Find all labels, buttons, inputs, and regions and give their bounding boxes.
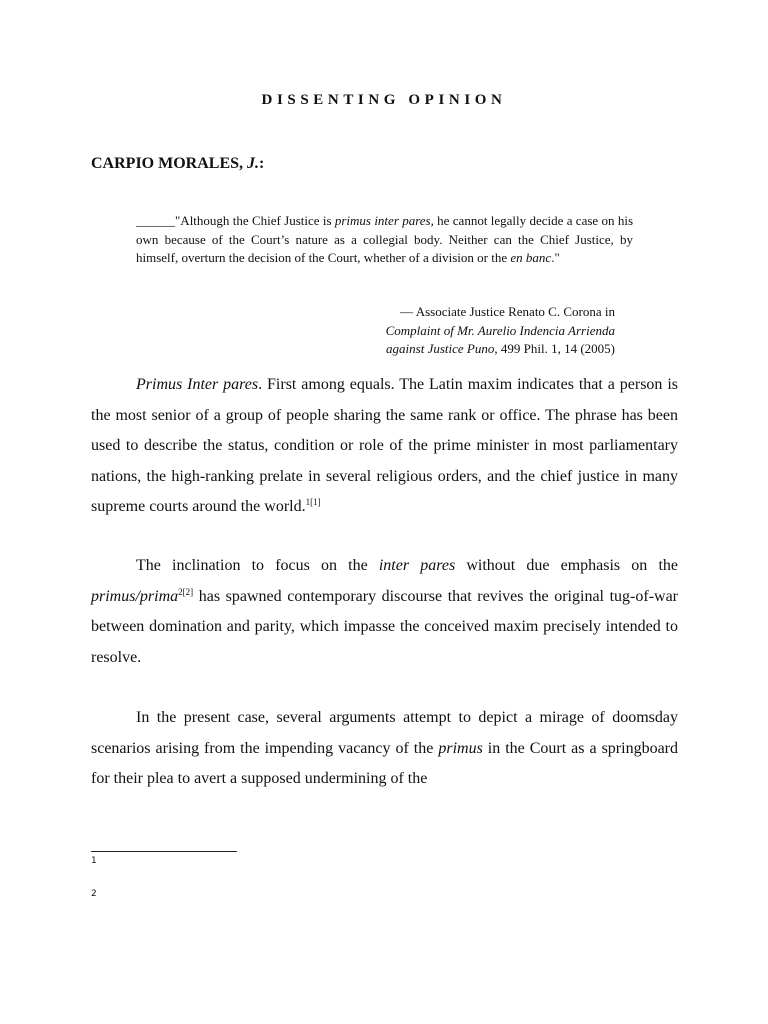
footnote-1: 1: [91, 856, 97, 866]
epigraph-italic-2: en banc: [510, 250, 552, 265]
p1-italic: Primus Inter pares: [136, 376, 259, 393]
footnote-separator: [91, 851, 237, 852]
p3-text-2: in the Court as a springboard for their plea to avert a supposed undermining of the: [91, 739, 679, 787]
epigraph-attribution: [300, 303, 615, 359]
document-heading: DISSENTING OPINION: [261, 92, 507, 108]
author-name: CARPIO MORALES,: [91, 155, 248, 172]
footnote-2: 2: [91, 889, 97, 899]
epigraph-italic-1: primus inter pares,: [334, 213, 434, 228]
author-colon: :: [259, 155, 265, 172]
p3-text-1: In the present case, several arguments attempt to depict a mirage of doomsday scenarios arising from the impending vacancy of the: [91, 709, 678, 757]
author-title: J.: [247, 155, 260, 172]
epigraph-text-1: "Although the Chief Justice is: [175, 213, 335, 228]
p2-italic-1: inter pares: [378, 557, 456, 574]
epigraph-text-3: .": [551, 250, 560, 265]
paragraph-1: [91, 370, 678, 523]
attribution-case-1: Complaint of Mr. Aurelio Indencia Arrienda: [385, 322, 615, 338]
footnote-ref-1[interactable]: 1[1]: [305, 497, 321, 507]
paragraph-3: [91, 703, 678, 795]
footnote-ref-2[interactable]: 2[2]: [178, 586, 194, 597]
attribution-case-2: against Justice Puno: [386, 341, 495, 356]
p2-italic-2: primus/prima: [91, 587, 179, 605]
paragraph-2: [91, 551, 678, 673]
epigraph-text-2: he cannot legally decide a case on his own because of the Court’s nature as a collegial body. Neither can the Chief Justice, by himself, overturn the decision of the Court, whether of a division or the: [136, 213, 633, 265]
p3-italic-1: primus: [438, 739, 483, 757]
p2-text-3: has spawned contemporary discourse that revives the original tug-of-war between domination and parity, which impasse the conceived maxim precisely intended to resolve.: [91, 587, 678, 666]
p2-text-2: without due emphasis on the: [455, 557, 678, 574]
attribution-line-1: — Associate Justice Renato C. Corona in: [400, 304, 615, 319]
epigraph-quote: [136, 212, 633, 268]
attribution-citation: , 499 Phil. 1, 14 (2005): [494, 341, 615, 356]
attribution-line-2: [300, 322, 615, 341]
epigraph-blank: ______: [136, 213, 175, 228]
p1-text: . First among equals. The Latin maxim indicates that a person is the most senior of a group of people sharing the same rank or office. The phrase has been used to describe the status, condition or role of the prime minister in most parliamentary nations, the high-ranking prelate in several religious orders, and the chief justice in many supreme courts around the world.: [91, 376, 679, 515]
p2-text-1: The inclination to focus on the: [136, 557, 379, 574]
attribution-line-3: [300, 340, 615, 359]
author-line: [91, 155, 264, 173]
